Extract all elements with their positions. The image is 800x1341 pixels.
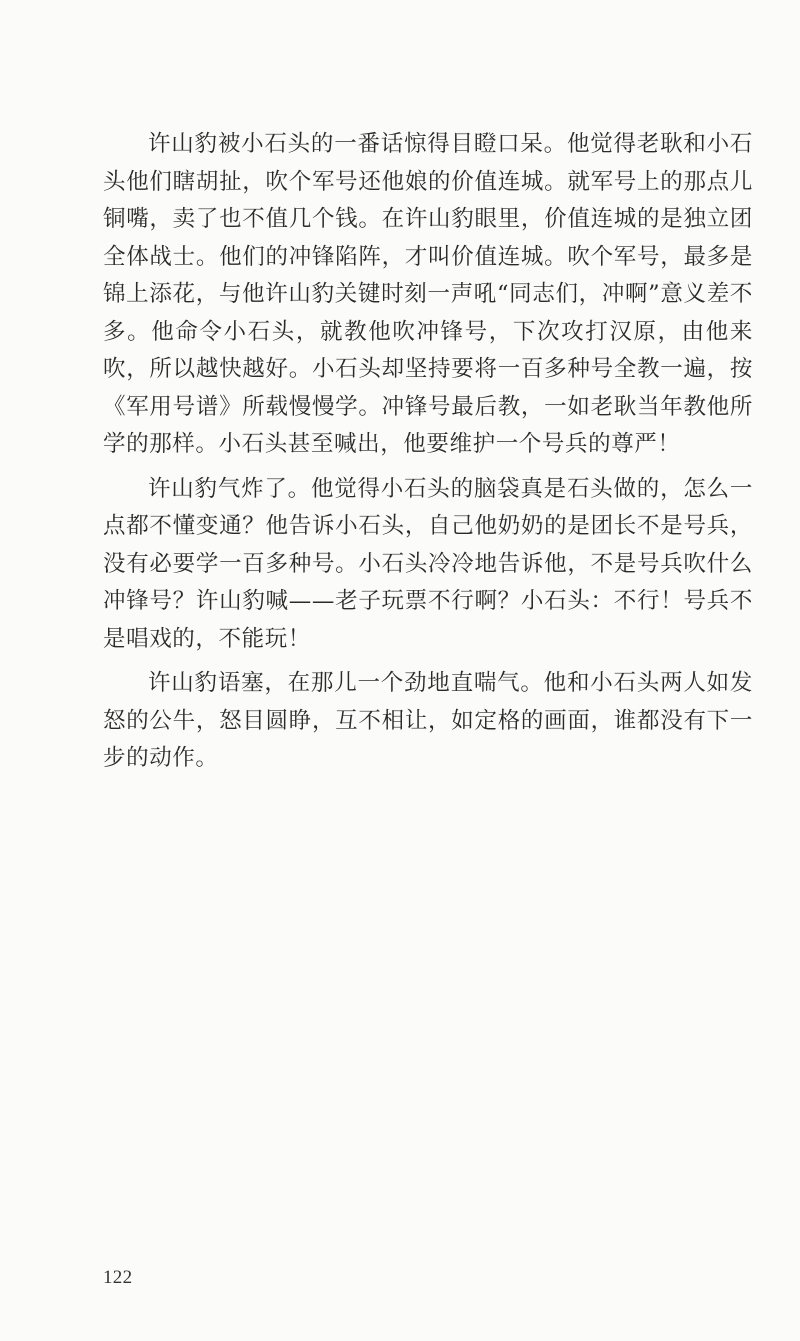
paragraph-1: 许山豹被小石头的一番话惊得目瞪口呆。他觉得老耿和小石头他们瞎胡扯，吹个军号还他娘的价值连城。就军号上的那点儿铜嘴，卖了也不值几个钱。在许山豹眼里，价值连城的是独立团全体战士。他们的冲锋陷阵，才叫价值连城。吹个军号，最多是锦上添花，与他许山豹关键时刻一声吼“同志们，冲啊”意义差不多。他命令小石头，就教他吹冲锋号，下次攻打汉原，由他来吹，所以越快越好。小石头却坚持要将一百多种号全教一遍，按《军用号谱》所载慢慢学。冲锋号最后教，一如老耿当年教他所学的那样。小石头甚至喊出，他要维护一个号兵的尊严！ xyxy=(103,131,753,457)
paragraph-2: 许山豹气炸了。他觉得小石头的脑袋真是石头做的，怎么一点都不懂变通？他告诉小石头，自己他奶奶的是团长不是号兵，没有必要学一百多种号。小石头冷冷地告诉他，不是号兵吹什么冲锋号？许山豹喊——老子玩票不行啊？小石头：不行！号兵不是唱戏的，不能玩！ xyxy=(103,475,753,652)
page-number: 122 xyxy=(103,1267,133,1288)
paragraph-3: 许山豹语塞，在那儿一个劲地直喘气。他和小石头两人如发怒的公牛，怒目圆睁，互不相让，如定格的画面，谁都没有下一步的动作。 xyxy=(103,670,753,771)
body-text xyxy=(103,126,753,785)
